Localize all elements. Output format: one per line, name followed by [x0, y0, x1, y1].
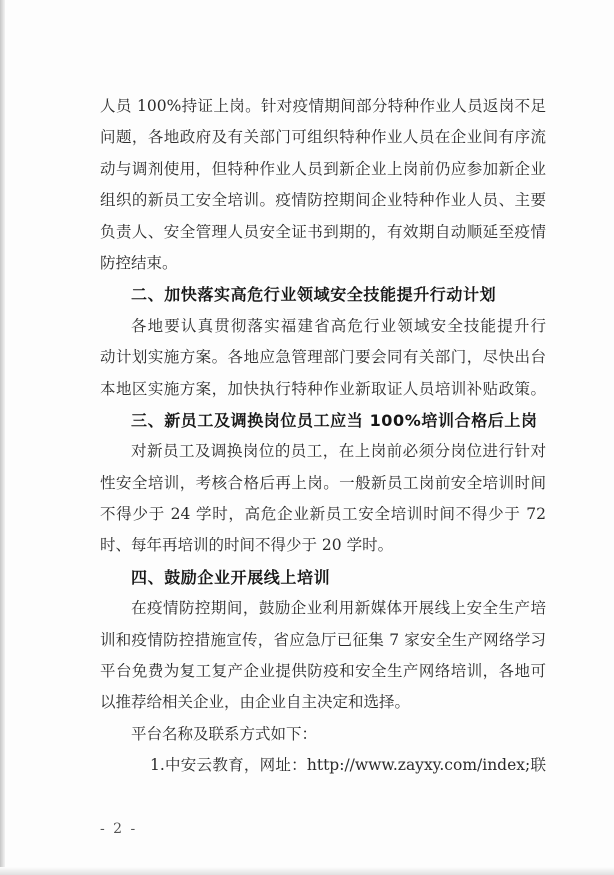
paragraph-line: 训和疫情防控措施宣传，省应急厅已征集 7 家安全生产网络学习	[100, 630, 546, 649]
paragraph-line: 在疫情防控期间，鼓励企业利用新媒体开展线上安全生产培	[131, 599, 546, 618]
page-number: - 2 -	[100, 821, 138, 837]
platform-list-intro: 平台名称及联系方式如下：	[131, 724, 318, 743]
paragraph-line: 本地区实施方案，加快执行特种作业新取证人员培训补贴政策。	[100, 379, 546, 398]
paragraph-line: 防控结束。	[100, 253, 178, 272]
paragraph-line: 时、每年再培训的时间不得少于 20 学时。	[100, 536, 394, 555]
paragraph-line: 人员 100%持证上岗。针对疫情期间部分特种作业人员返岗不足	[100, 97, 546, 115]
paragraph-line: 不得少于 24 学时，高危企业新员工安全培训时间不得少于 72	[100, 505, 546, 524]
document-body	[100, 91, 546, 782]
paragraph-line: 动计划实施方案。各地应急管理部门要会同有关部门，尽快出台	[100, 348, 546, 367]
paragraph-line: 对新员工及调换岗位的员工，在上岗前必须分岗位进行针对	[131, 442, 546, 461]
paragraph-line: 问题，各地政府及有关部门可组织特种作业人员在企业间有序流	[100, 128, 546, 147]
section-heading: 二、加快落实高危行业领域安全技能提升行动计划	[131, 285, 497, 305]
section-heading: 四、鼓励企业开展线上培训	[131, 567, 331, 587]
platform-list-item: 1.中安云教育，网址：http://www.zayxy.com/index;联	[150, 756, 546, 775]
paragraph-line: 平台免费为复工复产企业提供防疫和安全生产网络培训，各地可	[100, 662, 546, 681]
paragraph-line: 负责人、安全管理人员安全证书到期的，有效期自动顺延至疫情	[100, 222, 546, 241]
section-heading: 三、新员工及调换岗位员工应当 100%培训合格后上岗	[131, 410, 538, 430]
paragraph-line: 各地要认真贯彻落实福建省高危行业领域安全技能提升行	[131, 316, 546, 335]
paragraph-line: 性安全培训，考核合格后再上岗。一般新员工岗前安全培训时间	[100, 473, 546, 492]
paragraph-line: 动与调剂使用，但特种作业人员到新企业上岗前仍应参加新企业	[100, 159, 546, 178]
paragraph-line: 以推荐给相关企业，由企业自主决定和选择。	[100, 693, 411, 712]
scan-edge-shadow	[0, 0, 5, 875]
scan-bottom-shadow	[0, 867, 614, 875]
paragraph-line: 组织的新员工安全培训。疫情防控期间企业特种作业人员、主要	[100, 191, 546, 210]
